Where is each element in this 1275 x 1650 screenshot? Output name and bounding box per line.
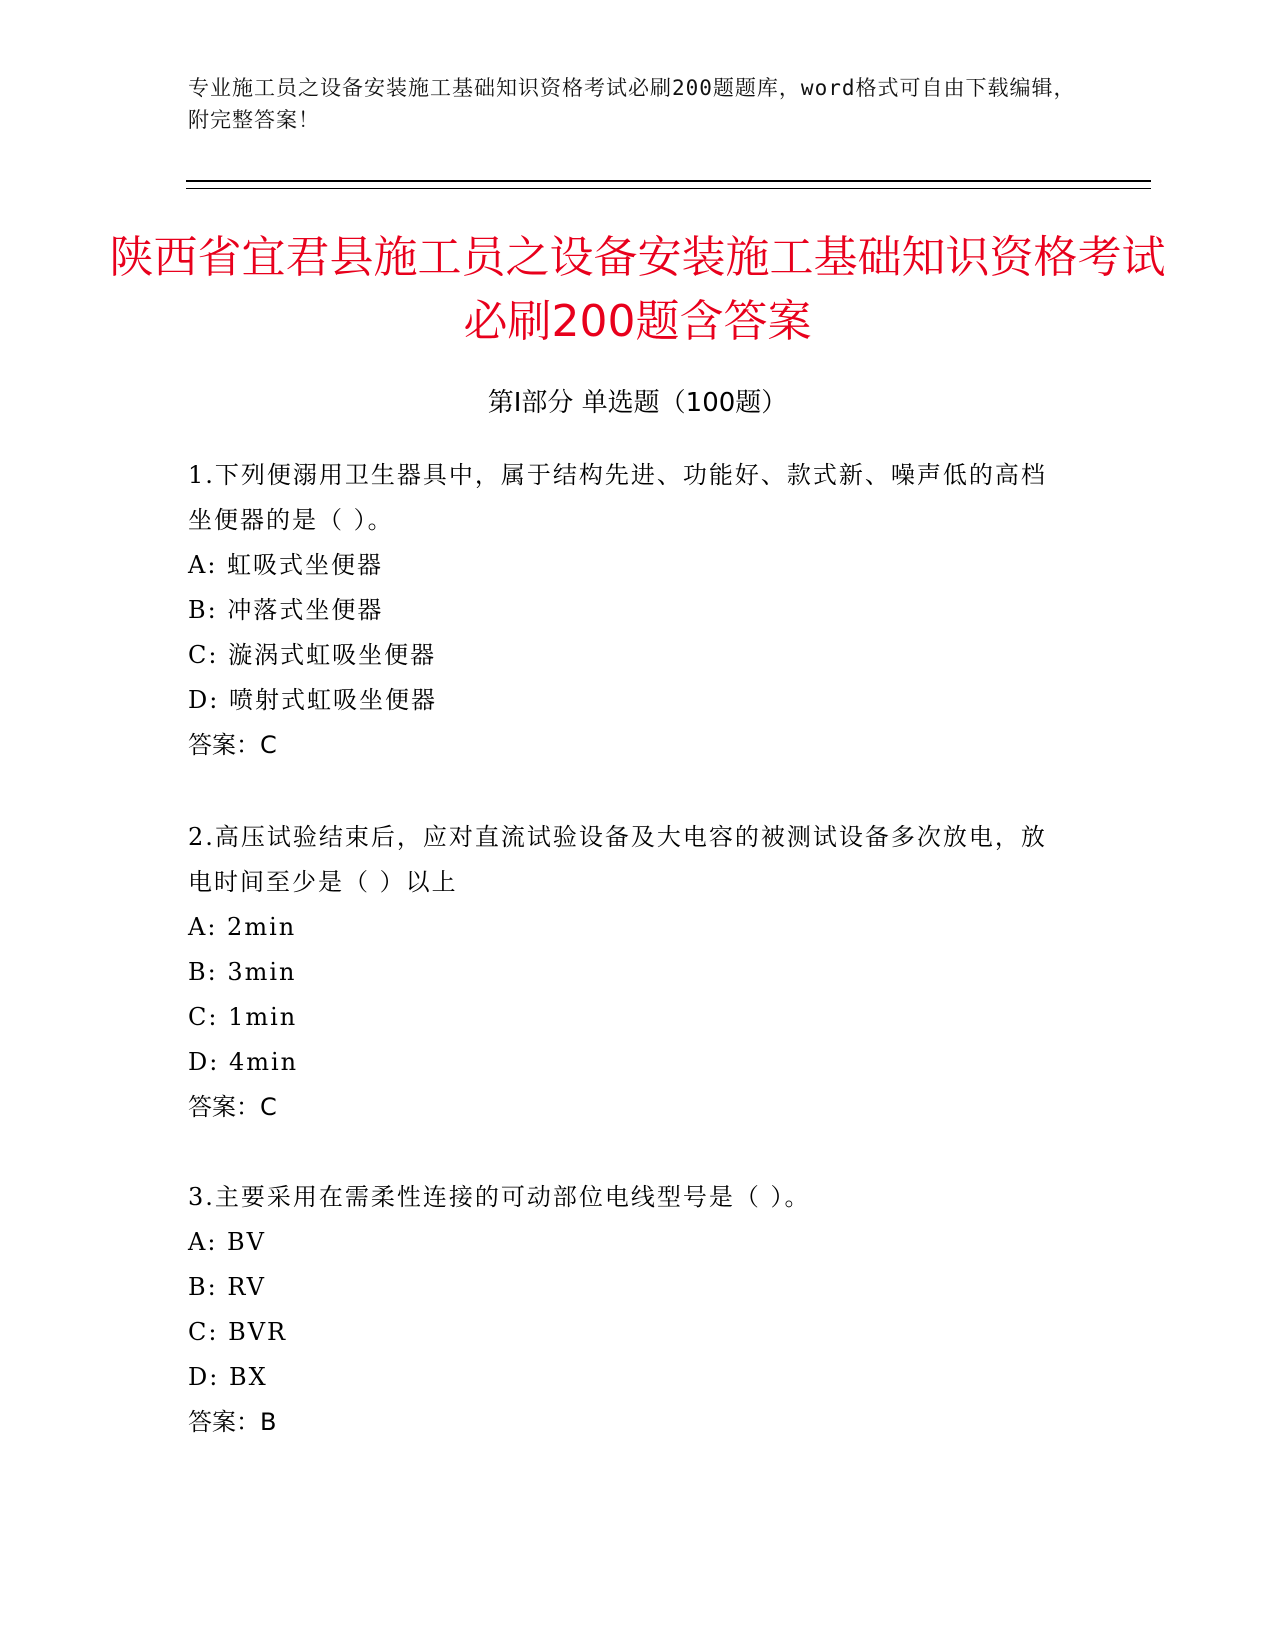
option-c: C: 漩涡式虹吸坐便器 <box>188 641 437 669</box>
option-b: B: RV <box>188 1273 266 1301</box>
section-title: 第Ⅰ部分 单选题（100题） <box>487 388 788 418</box>
question-stem: 3.主要采用在需柔性连接的可动部位电线型号是（ ）。 <box>188 1183 811 1211</box>
header-rule-thin <box>186 188 1151 189</box>
question-stem: 2.高压试验结束后，应对直流试验设备及大电容的被测试设备多次放电，放电时间至少是（ ）以上 <box>188 823 1047 896</box>
question-3 <box>188 1175 1068 1445</box>
answer: 答案：C <box>188 1093 277 1121</box>
option-c: C: BVR <box>188 1318 288 1346</box>
header-note: 专业施工员之设备安装施工基础知识资格考试必刷200题题库，word格式可自由下载编辑，附完整答案！ <box>188 76 1076 132</box>
option-d: D: 喷射式虹吸坐便器 <box>188 686 437 714</box>
option-b: B: 3min <box>188 958 297 986</box>
option-d: D: BX <box>188 1363 268 1391</box>
option-c: C: 1min <box>188 1003 298 1031</box>
option-d: D: 4min <box>188 1048 299 1076</box>
option-b: B: 冲落式坐便器 <box>188 596 384 624</box>
document-title: 陕西省宜君县施工员之设备安装施工基础知识资格考试必刷200题含答案 <box>109 232 1166 347</box>
question-stem: 1.下列便溺用卫生器具中，属于结构先进、功能好、款式新、噪声低的高档坐便器的是（ ）。 <box>188 461 1047 534</box>
question-1 <box>188 453 1068 768</box>
option-a: A: 2min <box>188 913 297 941</box>
header-rule-thick <box>186 180 1151 182</box>
option-a: A: BV <box>188 1228 267 1256</box>
answer: 答案：C <box>188 731 277 759</box>
option-a: A: 虹吸式坐便器 <box>188 551 384 579</box>
question-2 <box>188 815 1068 1130</box>
answer: 答案：B <box>188 1408 277 1436</box>
